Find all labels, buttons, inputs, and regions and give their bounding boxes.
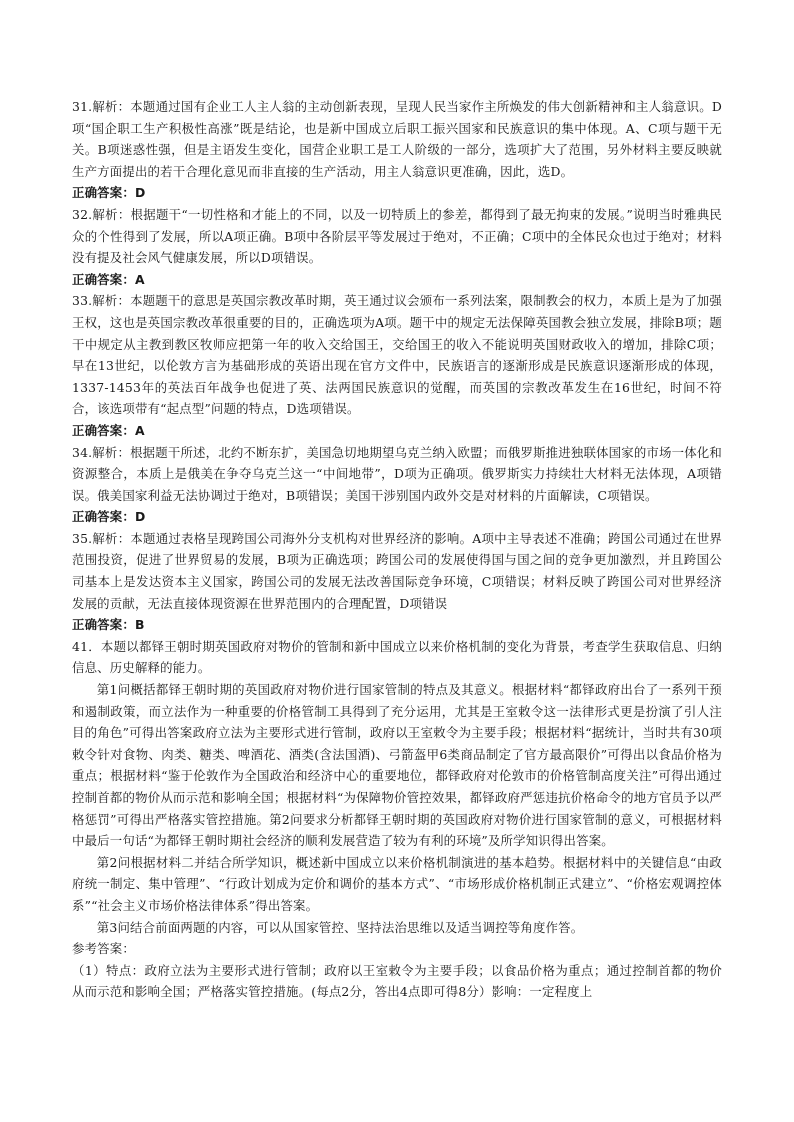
answer-33: 正确答案：A [72, 422, 145, 438]
analysis-34: 34.解析：根据题干所述，北约不断东扩，美国急切地期望乌克兰纳入欧盟；而俄罗斯推进独联体国家的市场一体化和资源整合，本质上是俄美在争夺乌克兰这一“中间地带”，D项为正确项。俄罗斯实力持续壮大材料无法体现，A项错误。俄美国家利益无法协调过于绝对，B项错误；美国干涉别国内政外交是对材料的片面解读，C项错误。 [72, 444, 722, 503]
answer-34: 正确答案：D [72, 509, 146, 525]
answer-31: 正确答案：D [72, 185, 146, 201]
analysis-31: 31.解析：本题通过国有企业工人主人翁的主动创新表现，呈现人民当家作主所焕发的伟大创新精神和主人翁意识。D项“国企职工生产积极性高涨”既是结论，也是新中国成立后职工振兴国家和民族意识的集中体现。A、C项与题干无关。B项迷惑性强，但是主语发生变化，国营企业职工是工人阶级的一部分，选项扩大了范围，另外材料主要反映就生产方面提出的若干合理化意见而非直接的生产活动，用主人翁意识更准确，因此，选D。 [72, 99, 722, 179]
analysis-35: 35.解析：本题通过表格呈现跨国公司海外分支机构对世界经济的影响。A项中主导表述不准确；跨国公司通过在世界范围投资，促进了世界贸易的发展，B项为正确选项；跨国公司的发展使得国与国之间的竞争更加激烈，并且跨国公司基本上是发达资本主义国家，跨国公司的发展无法改善国际竞争环境，C项错误；材料反映了跨国公司对世界经济发展的贡献，无法直接体现资源在世界范围内的合理配置，D项错误 [72, 530, 722, 611]
analysis-41-q3: 第3问结合前面两题的内容，可以从国家管控、坚持法治思维以及适当调控等角度作答。 [96, 919, 584, 935]
analysis-32: 32.解析：根据题干“一切性格和才能上的不同，以及一切特质上的参差，都得到了最无拘束的发展。”说明当时雅典民众的个性得到了发展，所以A项正确。B项中各阶层平等发展过于绝对，不正确；C项中的全体民众也过于绝对；材料没有提及社会风气健康发展，所以D项错误。 [72, 206, 722, 266]
reference-answer-label: 参考答案： [72, 941, 135, 957]
analysis-33: 33.解析：本题题干的意思是英国宗教改革时期，英王通过议会颁布一系列法案，限制教会的权力，本质上是为了加强王权，这也是英国宗教改革很重要的目的，正确选项为A项。题干中的规定无法保障英国教会独立发展，排除B项；题干中规定从主教到教区牧师应把第一年的收入交给国王，交给国王的收入不能说明英国财政收入的增加，排除C项；早在13世纪，以伦敦方言为基础形成的英语出现在官方文件中，民族语言的逐渐形成是民族意识逐渐形成的体现，1337-1453年的英法百年战争也促进了英、法两国民族意识的觉醒，而英国的宗教改革发生在16世纪，时间不符合，该选项带有“起点型”问题的特点，D选项错误。 [72, 293, 722, 417]
analysis-41-intro: 41．本题以都铎王朝时期英国政府对物价的管制和新中国成立以来价格机制的变化为背景，考查学生获取信息、归纳信息、历史解释的能力。 [72, 638, 722, 676]
answer-35: 正确答案：B [72, 617, 145, 633]
answer-32: 正确答案：A [72, 271, 145, 287]
reference-answer-1: （1）特点：政府立法为主要形式进行管制；政府以王室敕令为主要手段；以食品价格为重点；通过控制首都的物价从而示范和影响全国；严格落实管控措施。(每点2分，答出4点即可得8分）影响：一定程度上 [72, 962, 722, 1000]
analysis-41-q2: 第2问根据材料二并结合所学知识，概述新中国成立以来价格机制演进的基本趋势。根据材料中的关键信息“由政府统一制定、集中管理”、“行政计划成为定价和调价的基本方式”、“市场形成价格机制正式建立”、“价格宏观调控体系”“社会主义市场价格法律体系”得出答案。 [72, 854, 722, 913]
analysis-41-q1: 第1问概括都铎王朝时期的英国政府对物价进行国家管制的特点及其意义。根据材料“都铎政府出台了一系列干预和遏制政策，而立法作为一种重要的价格管制工具得到了充分运用，尤其是王室敕令这一法律形式更是扮演了引人注目的角色”可得出答案政府立法为主要形式进行管制，政府以王室敕令为主要手段；根据材料“据统计，当时共有30项敕令针对食物、肉类、糖类、啤酒花、酒类(含法国酒)、弓箭盔甲6类商品制定了官方最高限价”可得出以食品价格为重点；根据材料“鉴于伦敦作为全国政治和经济中心的重要地位，都铎政府对伦敦市的价格管制高度关注”可得出通过控制首都的物价从而示范和影响全国；根据材料“为保障物价管控效果，都铎政府严惩违抗价格命令的地方官员予以严格惩罚”可得出严格落实管控措施。第2问要求分析都铎王朝时期的英国政府对物价进行国家管制的意义，可根据材料中最后一句话“为都铎王朝时期社会经济的顺利发展营造了较为有利的环境”及所学知识得出答案。 [72, 682, 722, 849]
